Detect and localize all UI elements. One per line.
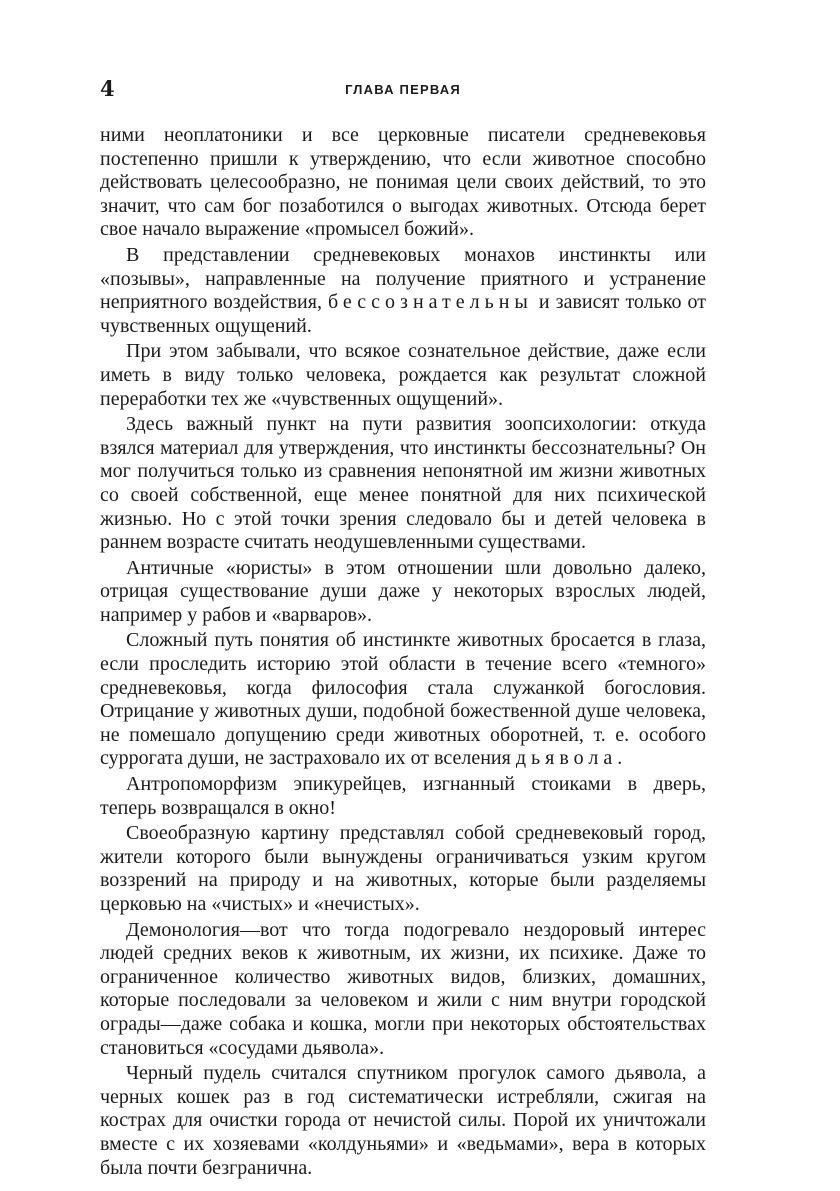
paragraph	[100, 822, 706, 916]
text-run: Черный пудель считался спутником прогулок самого дьявола, а черных кошек раз в год систематически истребляли, сжигая на кострах для очистки города от нечистой силы. Порой их уничтожали вместе с их хозяевами «колдуньями» и «ведьмами», вера в которых была почти безгранична.	[100, 1062, 706, 1179]
book-page	[100, 72, 706, 1182]
body-text	[100, 124, 706, 1180]
text-run: Демонология—вот что тогда подогревало нездоровый интерес людей средних веков к животным, их жизни, их психике. Даже то ограниченное количество животных видов, близких, домашних, которые последовали за человеком и жили с ним внутри городской ограды—даже собака и кошка, могли при некоторых обстоятельствах становиться «сосудами дьявола».	[100, 918, 706, 1059]
text-run: Своеобразную картину представлял собой средневековый город, жители которого были вынуждены ограничиваться узким кругом воззрений на природу и на животных, которые были разделяемы церковью на «чистых» и «нечистых».	[100, 822, 706, 915]
paragraph	[100, 557, 706, 628]
text-run: .	[617, 747, 623, 770]
text-run: При этом забывали, что всякое сознательное действие, даже если иметь в виду только человека, рождается как результат сложной переработки тех же «чувственных ощущений».	[100, 340, 706, 410]
paragraph	[100, 773, 706, 820]
paragraph	[100, 919, 706, 1061]
paragraph	[100, 1062, 706, 1180]
paragraph	[100, 629, 706, 771]
paragraph	[100, 413, 706, 555]
text-run: Античные «юристы» в этом отношении шли довольно далеко, отрицая существование души даже у некоторых взрослых людей, например у рабов и «варваров».	[100, 556, 706, 626]
paragraph	[100, 124, 706, 242]
page-header	[100, 72, 706, 106]
text-run: В представлении средневековых монахов инстинкты или «позывы», направленные на получение приятного и устранение неприятного воздействия,	[100, 243, 706, 314]
paragraph	[100, 244, 706, 338]
emphasized-word: бессознательны	[328, 291, 533, 314]
text-run: Антропоморфизм эпикурейцев, изгнанный стоиками в дверь, теперь возвращался в окно!	[100, 773, 706, 819]
text-run: Сложный путь понятия об инстинкте животных бросается в глаза, если проследить историю этой области в течение всего «темного» средневековья, когда философия стала служанкой богословия. Отрицание у животных души, подобной божественной душе человека, не помешало допущению среди животных оборотней, т. е. особого суррогата души, не застраховало их от вселения	[100, 629, 706, 770]
emphasized-word: дьявола	[515, 747, 618, 770]
page-number: 4	[100, 76, 115, 101]
text-run: ними неоплатоники и все церковные писатели средневековья постепенно пришли к утверждению, что если животное способно действовать целесообразно, не понимая цели своих действий, то это значит, что сам бог позаботился о выгодах животных. Отсюда берет свое начало выражение «промысел божий».	[100, 124, 706, 241]
running-head: ГЛАВА ПЕРВАЯ	[345, 82, 461, 97]
text-run: и зависят только от чувственных ощущений.	[100, 291, 706, 337]
paragraph	[100, 340, 706, 411]
text-run: Здесь важный пункт на пути развития зоопсихологии: откуда взялся материал для утверждения, что инстинкты бессознательны? Он мог получиться только из сравнения непонятной им жизни животных со своей собственной, еще менее понятной для них психической жизнью. Но с этой точки зрения следовало бы и детей человека в раннем возрасте считать неодушевленными существами.	[100, 413, 706, 554]
